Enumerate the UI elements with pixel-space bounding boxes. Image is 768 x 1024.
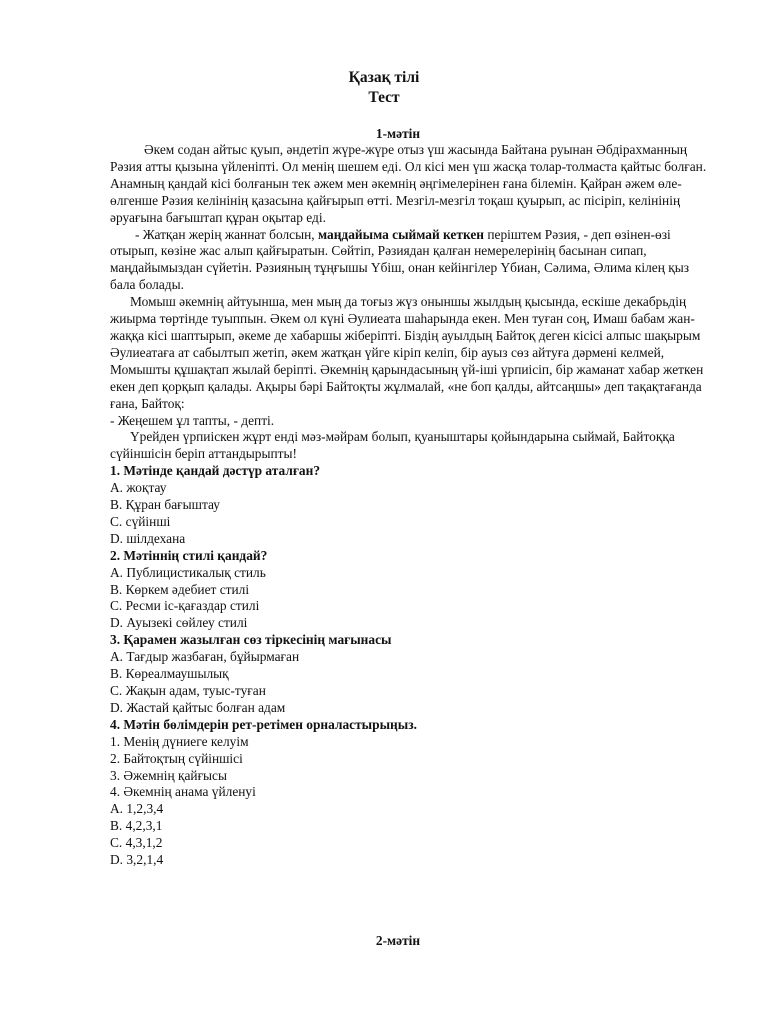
ordering-item-4: 4. Әкемнің анама үйленуі: [110, 784, 256, 800]
paragraph-2-start: - Жатқан жерің жаннат болсын,: [135, 226, 318, 242]
question-3: [110, 632, 710, 717]
option-d: D. Жастай қайтыс болған адам: [110, 699, 286, 715]
page-subtitle: Тест: [368, 89, 400, 106]
text1-paragraph-4: - Жеңешем ұл тапты, - депті.: [110, 412, 275, 428]
ordering-item-1: 1. Менің дүниеге келуім: [110, 733, 249, 749]
option-d: D. шілдехана: [110, 530, 186, 546]
question-text: 4. Мәтін бөлімдерін рет-ретімен орналастырыңыз.: [110, 716, 417, 732]
bold-phrase: маңдайыма сыймай кеткен: [317, 226, 484, 242]
paragraph-2-end: періштем Рәзия, - деп өзінен-өзі отырып, көзіне жас алып қайғыратын. Сөйтіп, Рәзиядан қалған немерелерінің басынан сипап, маңдайымыздан сүйетін. Рәзияның тұңғышы Үбіш, онан кейінгілер Үбиан, Сәлима, Әлима кілең қыз бала болады.: [110, 226, 690, 293]
question-2: [110, 548, 710, 633]
option-d: D. 3,2,1,4: [110, 852, 164, 868]
ordering-item-3: 3. Әжемнің қайғысы: [110, 767, 227, 783]
option-c: C. 4,3,1,2: [110, 835, 163, 851]
question-text: 2. Мәтіннің стилі қандай?: [110, 547, 268, 563]
option-a: A. Тағдыр жазбаған, бұйырмаған: [110, 649, 300, 665]
question-1: [110, 463, 710, 548]
page-title: Қазақ тілі: [348, 69, 420, 86]
text1-paragraph-1: Әкем содан айтыс қуып, әндетіп жүре-жүре отыз үш жасында Байтана руынан Әбдірахманның Рәзия атты қызына үйленіпті. Ол менің шешем еді. Ол кісі мен үш жасқа толар-толмаста қайтыс болған. Анамның қандай кісі болғанын тек әжем мен әкемнің әңгімелерінен ғана білемін. Қайран әжем өле-өлгенше Рәзия келінінің қазасына қайғырып өтті. Мезгіл-мезгіл тоқаш қуырып, ас пісіріп, келінінің әруағына бағыштап құран оқытар еді.: [110, 142, 707, 225]
option-a: A. 1,2,3,4: [110, 801, 164, 817]
option-b: B. Көркем әдебиет стилі: [110, 581, 250, 597]
question-text: 1. Мәтінде қандай дәстүр аталған?: [110, 463, 321, 479]
document-body: [110, 142, 710, 869]
text1-paragraph-3: Момыш әкемнің айтуынша, мен мың да тоғыз жүз оныншы жылдың қысында, ескіше декабрьдің жиырма төртінде туыппын. Әкем ол күні Әулиеата шаһарында екен. Мен туған соң, Имаш бабам жан-жаққа кісі шаптырып, әкеме де хабаршы жіберіпті. Біздің ауылдың Байтоқ деген кісісі алпыс шақырым Әулиеатаға ат сабылтып жетіп, әкем жатқан үйге кіріп келіп, бір ауыз сөз айтуға дәрмені келмей, Момышты құшақтап жылай беріпті. Әкемнің қарындасының үй-іші үрпиісіп, бір жаманат хабар жеткен екен деп қорқып қалады. Ақыры бәрі Байтоқты жұлмалай, «не боп қалды, айтсаңшы» деп тақақтағанда ғана, Байтоқ:: [110, 294, 704, 411]
option-c: C. Ресми іс-қағаздар стилі: [110, 598, 260, 614]
text2-heading: 2-мәтін: [375, 933, 421, 948]
ordering-item-2: 2. Байтоқтың сүйіншісі: [110, 750, 243, 766]
option-c: C. Жақын адам, туыс-туған: [110, 683, 266, 698]
option-b: B. 4,2,3,1: [110, 818, 163, 834]
option-b: B. Құран бағыштау: [110, 497, 220, 513]
question-text: 3. Қарамен жазылған сөз тіркесінің мағынасы: [110, 632, 392, 648]
option-d: D. Ауызекі сөйлеу стилі: [110, 615, 248, 631]
option-a: A. Публицистикалық стиль: [110, 564, 266, 580]
option-b: B. Көреалмаушылық: [110, 666, 229, 682]
text1-paragraph-5: Үрейден үрпиіскен жұрт енді мәз-мәйрам болып, қуаныштары қойындарына сыймай, Байтоққа сүйіншісін беріп аттандырыпты!: [110, 429, 675, 462]
option-c: C. сүйінші: [110, 513, 171, 529]
text1-paragraph-2: [110, 227, 710, 295]
option-a: A. жоқтау: [110, 480, 167, 496]
question-4: [110, 717, 710, 869]
text1-heading: 1-мәтін: [375, 126, 421, 141]
